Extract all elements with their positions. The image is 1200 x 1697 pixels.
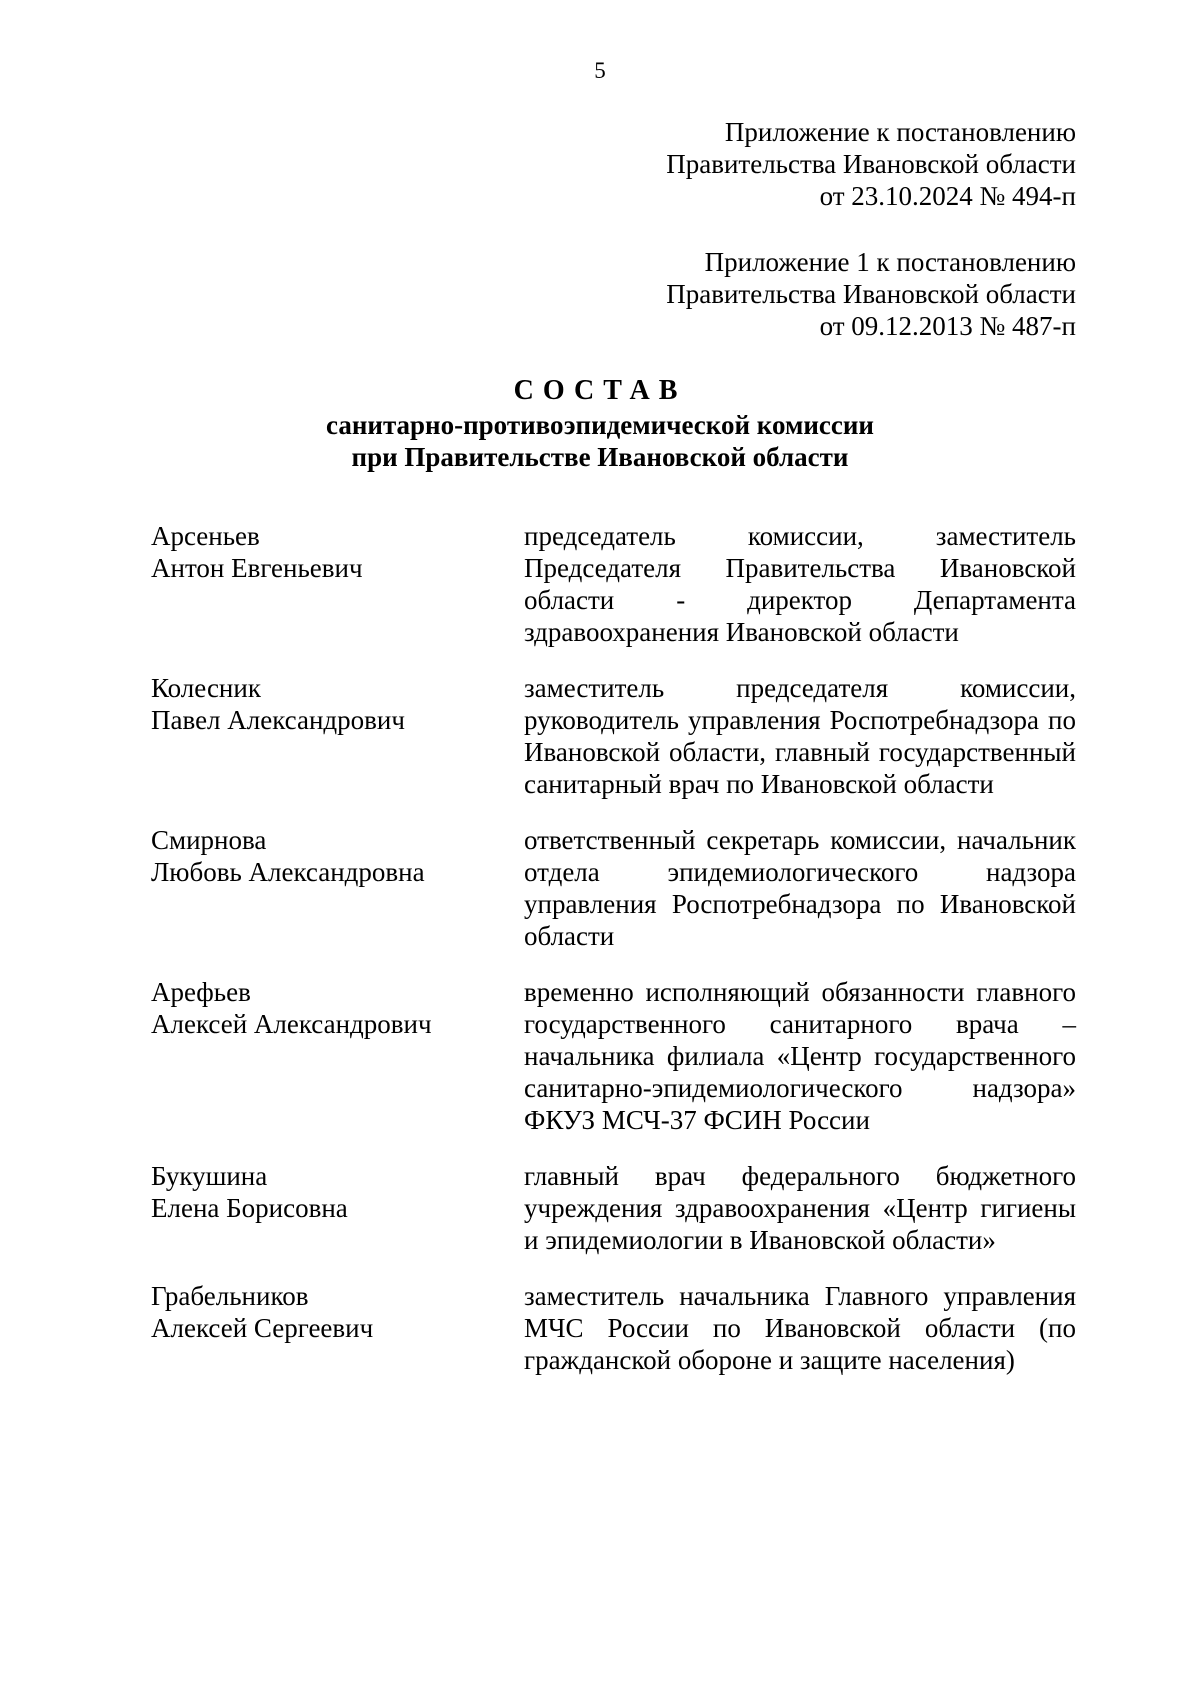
member-entry — [151, 520, 1076, 648]
member-surname: Арсеньев — [151, 521, 260, 551]
member-entry — [151, 824, 1076, 952]
member-surname: Грабельников — [151, 1281, 309, 1311]
appendix-original-line-1: Приложение 1 к постановлению — [704, 247, 1076, 277]
member-surname: Колесник — [151, 673, 261, 703]
appendix-current-line-2: Правительства Ивановской области — [666, 149, 1076, 179]
member-given-names: Алексей Александрович — [151, 1009, 432, 1039]
member-name — [151, 672, 524, 800]
member-given-names: Павел Александрович — [151, 705, 405, 735]
member-entry — [151, 976, 1076, 1136]
member-name — [151, 824, 524, 952]
member-given-names: Антон Евгеньевич — [151, 553, 363, 583]
title-line-2: при Правительстве Ивановской области — [351, 442, 849, 472]
member-role: заместитель начальника Главного управления МЧС России по Ивановской области (по гражданской обороне и защите населения) — [524, 1281, 1076, 1375]
title-main: СОСТАВ — [513, 375, 687, 406]
appendix-current-line-3: от 23.10.2024 № 494-п — [819, 181, 1076, 211]
member-given-names: Елена Борисовна — [151, 1193, 348, 1223]
appendix-header-current — [666, 116, 1076, 212]
member-role: ответственный секретарь комиссии, начальник отдела эпидемиологического надзора управления Роспотребнадзора по Ивановской области — [524, 825, 1076, 951]
member-role: заместитель председателя комиссии, руководитель управления Роспотребнадзора по Ивановской области, главный государственный санитарный врач по Ивановской области — [524, 673, 1076, 799]
member-surname: Смирнова — [151, 825, 267, 855]
member-role: председатель комиссии, заместитель Председателя Правительства Ивановской области - директор Департамента здравоохранения Ивановской области — [524, 521, 1076, 647]
member-given-names: Алексей Сергеевич — [151, 1313, 374, 1343]
page-number: 5 — [594, 58, 606, 83]
member-name — [151, 1280, 524, 1376]
member-name — [151, 976, 524, 1136]
member-role: временно исполняющий обязанности главного государственного санитарного врача – начальника филиала «Центр государственного санитарно-эпидемиологического надзора» ФКУЗ МСЧ-37 ФСИН России — [524, 977, 1076, 1135]
member-entry — [151, 1280, 1076, 1376]
document-title — [0, 373, 1200, 473]
member-entry — [151, 672, 1076, 800]
member-name — [151, 520, 524, 648]
member-role: главный врач федерального бюджетного учреждения здравоохранения «Центр гигиены и эпидемиологии в Ивановской области» — [524, 1161, 1076, 1255]
title-line-1: санитарно-противоэпидемической комиссии — [326, 410, 874, 440]
member-given-names: Любовь Александровна — [151, 857, 425, 887]
appendix-header-original — [666, 246, 1076, 342]
member-name — [151, 1160, 524, 1256]
member-entry — [151, 1160, 1076, 1256]
member-surname: Букушина — [151, 1161, 268, 1191]
appendix-original-line-3: от 09.12.2013 № 487-п — [819, 311, 1076, 341]
appendix-original-line-2: Правительства Ивановской области — [666, 279, 1076, 309]
member-surname: Арефьев — [151, 977, 251, 1007]
appendix-current-line-1: Приложение к постановлению — [724, 117, 1076, 147]
members-list — [151, 520, 1076, 1376]
